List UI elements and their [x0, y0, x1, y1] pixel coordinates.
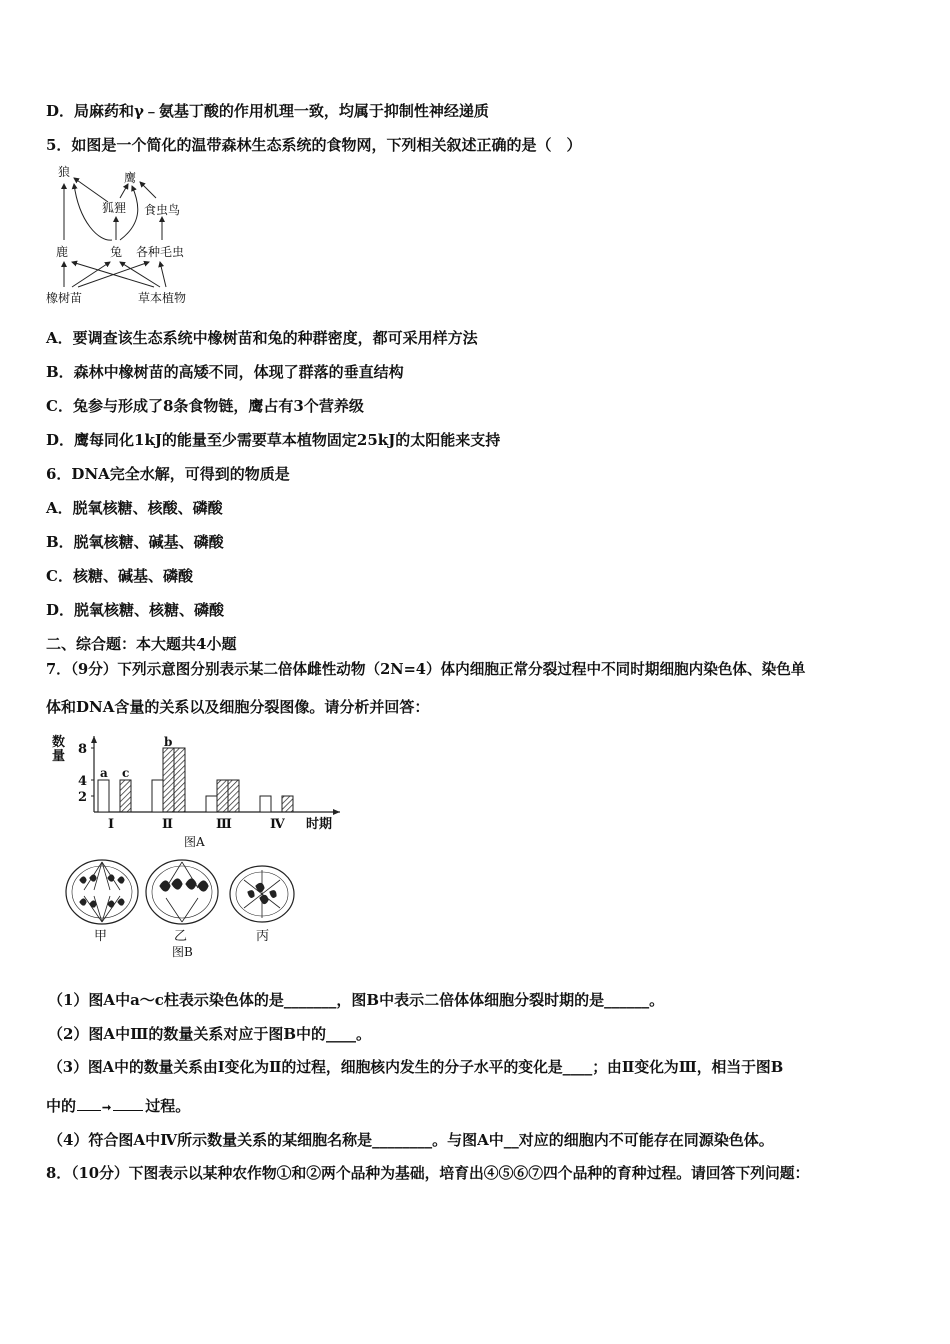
- figure-a-title: 图A: [184, 835, 205, 849]
- x-axis-arrow: [333, 809, 340, 815]
- food-web-diagram: [44, 162, 204, 312]
- q6-option-a: A．脱氧核糖、核酸、磷酸: [46, 499, 223, 517]
- q7-part-2: （2）图A中Ⅲ的数量关系对应于图B中的____。: [48, 1025, 372, 1043]
- figure-b-title: 图B: [172, 945, 193, 959]
- q7-part-3-suffix: 过程。: [145, 1097, 191, 1115]
- bar-a: [98, 780, 109, 812]
- q7-stem-line2: 体和DNA含量的关系以及细胞分裂图像。请分析并回答：: [46, 698, 430, 716]
- q5-option-d: D．鹰每同化1kJ的能量至少需要草本植物固定25kJ的太阳能来支持: [46, 431, 501, 449]
- figure-b-cell-diagrams: [60, 850, 310, 962]
- q6-option-d: D．脱氧核糖、核糖、磷酸: [46, 601, 225, 619]
- x-axis-label: 时期: [306, 817, 333, 832]
- node-deer: 鹿: [56, 245, 69, 259]
- y-axis-label-char: 量: [52, 749, 66, 764]
- q6-option-b: B．脱氧核糖、碱基、磷酸: [46, 533, 224, 551]
- q7-part-1: （1）图A中a～c柱表示染色体的是_______，图B中表示二倍体体细胞分裂时期的是______。: [48, 991, 665, 1009]
- cell-jia-label: 甲: [94, 929, 108, 944]
- q8-stem: 8．（10分）下图表示以某种农作物①和②两个品种为基础，培育出④⑤⑥⑦四个品种的育种过程。请回答下列问题：: [46, 1165, 810, 1182]
- node-insect-bird: 食虫鸟: [144, 203, 181, 217]
- bar-a: [206, 796, 217, 812]
- node-eagle: 鹰: [124, 171, 137, 185]
- bar-c: [282, 796, 293, 812]
- bar-label-b: b: [164, 735, 173, 749]
- x-tick-label: Ⅲ: [216, 817, 232, 832]
- node-fox: 狐狸: [102, 201, 127, 215]
- bar-a: [260, 796, 271, 812]
- q7-part-3-prefix: 中的: [46, 1097, 77, 1115]
- y-tick-label: 8: [78, 742, 88, 757]
- y-axis-arrow: [91, 736, 97, 743]
- q5-option-a: A．要调查该生态系统中橡树苗和兔的种群密度，都可采用样方法: [46, 329, 478, 347]
- x-tick-label: Ⅱ: [162, 817, 173, 832]
- x-tick-label: Ⅳ: [270, 817, 285, 832]
- q5-option-b: B．森林中橡树苗的高矮不同，体现了群落的垂直结构: [46, 363, 404, 381]
- node-wolf: 狼: [58, 165, 71, 179]
- bar-c: [120, 780, 131, 812]
- q7-part-4: （4）符合图A中Ⅳ所示数量关系的某细胞名称是________。与图A中__对应的细胞内不可能存在同源染色体。: [48, 1131, 774, 1149]
- cell-bing-label: 丙: [256, 929, 270, 944]
- blank-to: [113, 1110, 143, 1111]
- arrow-icon: ➞: [102, 1101, 112, 1114]
- q7-part-3-line1: （3）图A中的数量关系由Ⅰ变化为Ⅱ的过程，细胞核内发生的分子水平的变化是____；由Ⅱ变化为Ⅲ，相当于图B: [48, 1059, 784, 1076]
- cell-yi-label: 乙: [174, 929, 188, 944]
- x-tick-label: Ⅰ: [108, 817, 115, 832]
- bar-c: [228, 780, 239, 812]
- section-2-heading: 二、综合题：本大题共4小题: [46, 635, 237, 653]
- q4-option-d: D．局麻药和γ﹣氨基丁酸的作用机理一致，均属于抑制性神经递质: [46, 102, 489, 120]
- q7-part-3-line2: [46, 1096, 190, 1118]
- node-caterpillar: 各种毛虫: [136, 245, 185, 259]
- bar-a: [152, 780, 163, 812]
- node-rabbit: 兔: [110, 245, 123, 259]
- q5-stem: 5．如图是一个简化的温带森林生态系统的食物网，下列相关叙述正确的是（ ）: [46, 136, 582, 154]
- bar-label-c: c: [122, 766, 130, 780]
- q6-stem: 6．DNA完全水解，可得到的物质是: [46, 465, 290, 483]
- y-axis-label-char: 数: [52, 735, 66, 750]
- bar-b: [163, 748, 174, 812]
- y-tick-label: 2: [78, 790, 88, 805]
- cell-jia: [66, 860, 138, 924]
- q7-stem-line1: 7．（9分）下列示意图分别表示某二倍体雌性动物（2N=4）体内细胞正常分裂过程中不同时期细胞内染色体、染色单: [46, 661, 806, 678]
- blank-from: [77, 1110, 101, 1111]
- figure-a-bar-chart: [50, 730, 350, 852]
- node-oak: 橡树苗: [46, 291, 83, 305]
- q5-option-c: C．兔参与形成了8条食物链，鹰占有3个营养级: [46, 397, 364, 415]
- bar-c: [174, 748, 185, 812]
- node-herb: 草本植物: [138, 291, 187, 305]
- cell-yi: [146, 860, 218, 924]
- q6-option-c: C．核糖、碱基、磷酸: [46, 567, 193, 585]
- bar-b: [217, 780, 228, 812]
- y-tick-label: 4: [78, 774, 88, 789]
- bar-label-a: a: [100, 766, 108, 780]
